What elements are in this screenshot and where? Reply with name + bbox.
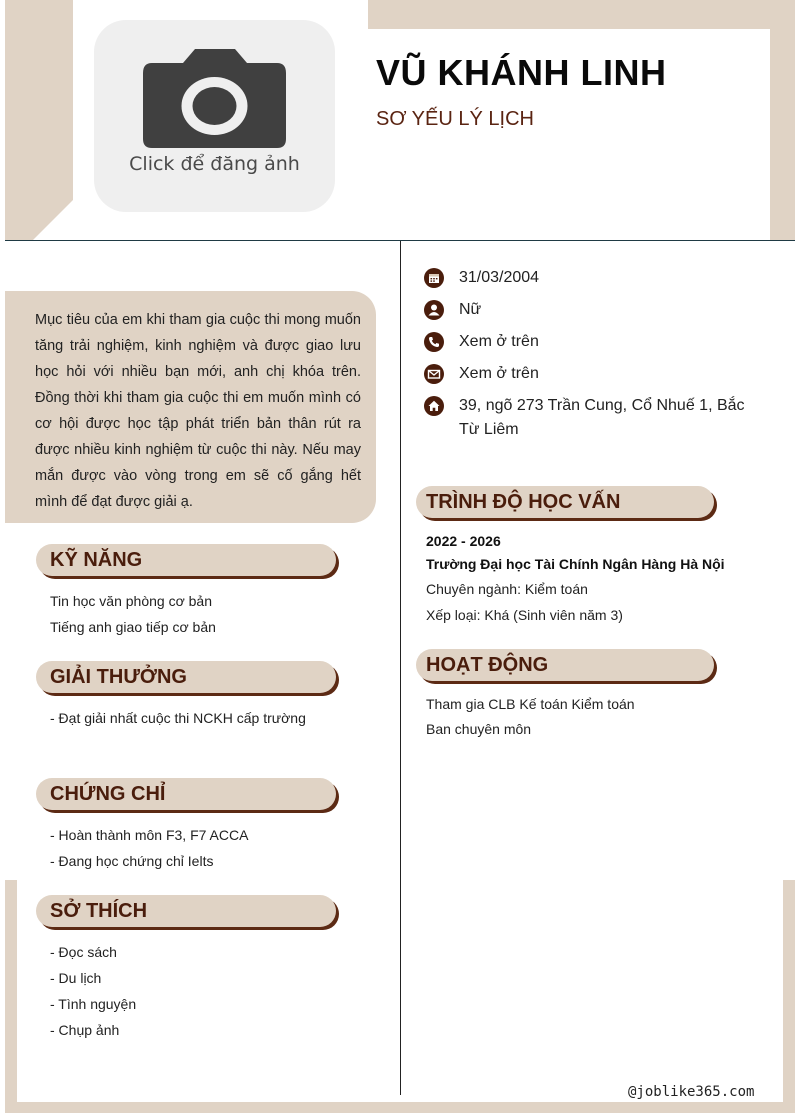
photo-upload-label: Click để đăng ảnh: [129, 153, 300, 175]
user-icon: [424, 300, 444, 320]
calendar-icon: [424, 268, 444, 288]
career-objective: [5, 291, 376, 523]
skill-item: Tin học văn phòng cơ bản: [50, 593, 212, 609]
hobby-item: - Chụp ảnh: [50, 1022, 120, 1038]
document-subtitle: SƠ YẾU LÝ LỊCH: [376, 108, 534, 130]
hobby-item: - Tình nguyện: [50, 996, 137, 1012]
column-divider: [400, 241, 401, 1095]
address: 39, ngõ 273 Trần Cung, Cổ Nhuế 1, Bắc Từ Liêm: [459, 397, 745, 438]
camera-icon: [143, 49, 286, 149]
watermark: @joblike365.com: [628, 1084, 755, 1100]
phone: Xem ở trên: [459, 333, 539, 350]
home-icon: [424, 396, 444, 416]
candidate-name: VŨ KHÁNH LINH: [376, 52, 667, 93]
photo-upload-button[interactable]: [94, 20, 335, 212]
certificates-heading: CHỨNG CHỈ: [36, 778, 336, 810]
gender: Nữ: [459, 301, 482, 318]
skills-heading: KỸ NĂNG: [36, 544, 336, 576]
certificate-item: - Đang học chứng chỉ Ielts: [50, 853, 214, 869]
hobby-item: - Du lịch: [50, 970, 102, 986]
email: Xem ở trên: [459, 365, 539, 382]
mail-icon: [424, 364, 444, 384]
activities-heading: HOẠT ĐỘNG: [416, 649, 714, 681]
education-period: 2022 - 2026: [426, 533, 501, 549]
education-rank: Xếp loại: Khá (Sinh viên năm 3): [426, 607, 623, 623]
certificate-item: - Hoàn thành môn F3, F7 ACCA: [50, 827, 249, 843]
award-item: - Đạt giải nhất cuộc thi NCKH cấp trường: [50, 710, 306, 726]
education-school: Trường Đại học Tài Chính Ngân Hàng Hà Nội: [426, 556, 725, 572]
objective-text: Mục tiêu của em khi tham gia cuộc thi mong muốn tăng trải nghiệm, kinh nghiệm và được giao lưu học hỏi với nhiều bạn mới, anh chị khóa trên. Đồng thời khi tham gia cuộc thi em muốn mình có cơ hội được học tập phát triển bản thân rút ra được nhiều kinh nghiệm từ cuộc thi này. Nếu may mắn được vào vòng trong em sẽ cố gắng hết mình để đạt được giải ạ.: [35, 312, 361, 510]
awards-heading: GIẢI THƯỞNG: [36, 661, 336, 693]
phone-icon: [424, 332, 444, 352]
hobbies-heading: SỞ THÍCH: [36, 895, 336, 927]
hobby-item: - Đọc sách: [50, 944, 117, 960]
education-major: Chuyên ngành: Kiểm toán: [426, 581, 588, 597]
skill-item: Tiếng anh giao tiếp cơ bản: [50, 619, 216, 635]
date-of-birth: 31/03/2004: [459, 269, 540, 286]
photo-frame-notch: [33, 200, 73, 240]
activity-item: Ban chuyên môn: [426, 721, 532, 737]
activity-item: Tham gia CLB Kế toán Kiểm toán: [426, 696, 635, 712]
education-heading: TRÌNH ĐỘ HỌC VẤN: [416, 486, 714, 518]
